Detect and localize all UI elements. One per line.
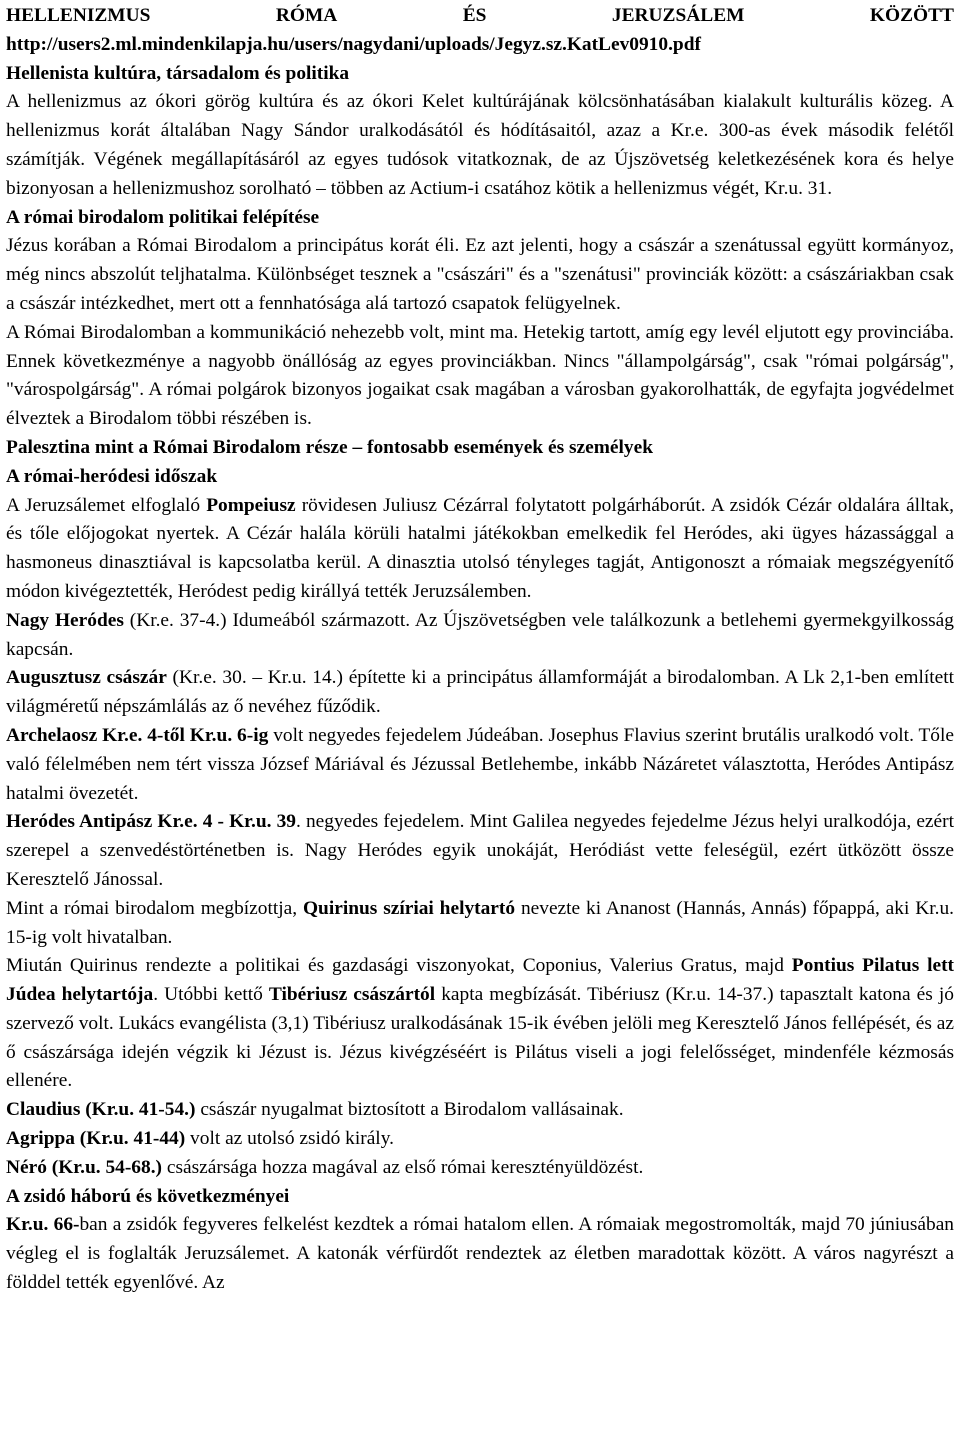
bold-text-run: Heródes Antipász Kr.e. 4 - Kr.u. 39: [6, 811, 296, 833]
paragraph: [6, 1211, 954, 1297]
bold-text-run: Nagy Heródes: [6, 609, 124, 631]
section-heading: Palesztina mint a Római Birodalom része – fontosabb események és személyek: [6, 436, 653, 458]
text-run: (Kr.e. 37-4.) Idumeából származott. Az Újszövetségben vele találkozunk a betlehemi gyermekgyilkosság kapcsán.: [6, 609, 954, 660]
paragraph: [6, 722, 954, 808]
bold-text-run: Pontius Pilatus lett Júdea helytartója: [6, 955, 954, 1006]
text-run: Miután Quirinus rendezte a politikai és gazdasági viszonyokat, Coponius, Valerius Gratus, majd: [6, 955, 792, 977]
title-word: ÉS: [462, 5, 487, 26]
section-heading: A római birodalom politikai felépítése: [6, 206, 320, 228]
text-run: . negyedes fejedelem. Mint Galilea negyedes fejedelme Jézus helyi uralkodója, ezért szerepel a szenvedéstörténetben is. Nagy Heródes egyik unokáját, Heródiást vette feleségül, ezért ütközött össze Keresztelő Jánossal.: [6, 811, 954, 890]
title-word: RÓMA: [275, 5, 338, 26]
bold-text-run: Archelaosz Kr.e. 4-től Kr.u. 6-ig: [6, 724, 269, 746]
text-run: kapta megbízását. Tibériusz (Kr.u. 14-37.) tapasztalt katona és jó szervező volt. Lukács evangélista (3,1) Tibériusz uralkodásának 15-ik évében jelöli meg Keresztelő János fellépését, és az ő császársága idején végzik ki Jézust is. Jézus kivégzéséért is Pilátus viseli a jogi felelősséget, mindenféle kézmosás ellenére.: [6, 984, 954, 1092]
bold-text-run: Néró (Kr.u. 54-68.): [6, 1156, 162, 1178]
text-run: nevezte ki Ananost (Hannás, Annás) főpappá, aki Kr.u. 15-ig volt hivatalban.: [6, 897, 955, 948]
bold-text-run: Tibériusz császártól: [268, 984, 436, 1006]
text-run: A Római Birodalomban a kommunikáció nehezebb volt, mint ma. Hetekig tartott, amíg egy levél eljutott egy provinciába. Ennek következménye a nagyobb önállóság az egyes provinciákban. Nincs "állampolgárság", csak "római polgárság", "várospolgárság". A római polgárok bizonyos jogaikat csak magában a városban gyakorolhatták, de egyfajta jogvédelmet élveztek a Birodalom többi részében is.: [6, 321, 954, 430]
paragraph: [6, 808, 954, 894]
text-run: volt az utolsó zsidó király.: [185, 1128, 394, 1150]
text-run: . Utóbbi kettő: [153, 984, 269, 1006]
title-word: HELLENIZMUS: [6, 5, 151, 26]
title-word: JERUZSÁLEM: [611, 5, 745, 26]
bold-text-run: Quirinus szíriai helytartó: [302, 897, 516, 919]
title-word: KÖZÖTT: [869, 5, 954, 26]
text-run: császár nyugalmat biztosított a Birodalom vallásainak.: [195, 1099, 624, 1121]
paragraph: [6, 1154, 954, 1183]
paragraph: [6, 319, 954, 434]
paragraph: [6, 88, 954, 203]
paragraph: [6, 232, 954, 318]
bold-text-run: Agrippa (Kr.u. 41-44): [6, 1128, 186, 1150]
bold-text-run: Augusztusz császár: [6, 667, 167, 689]
paragraph: [6, 1125, 954, 1154]
text-run: Mint a római birodalom megbízottja,: [6, 897, 303, 919]
text-run: (Kr.e. 30. – Kr.u. 14.) építette ki a principátus államformáját a birodalomban. A Lk 2,1-ben említett világméretű népszámlálás az ő nevéhez fűződik.: [6, 667, 954, 718]
text-run: A hellenizmus az ókori görög kultúra és az ókori Kelet kultúrájának kölcsönhatásában kialakult kulturális közeg. A hellenizmus korát általában Nagy Sándor uralkodásától és hódításaitól, azaz a Kr.e. 300-as évek második felétől számítják. Végének megállapításáról az egyes tudósok vitatkoznak, de az Újszövetség keletkezésének kora és helye bizonyosan a hellenizmushoz sorolható – többen az Actium-i csatához kötik a hellenizmus végét, Kr.u. 31.: [6, 91, 954, 199]
text-run: ban a zsidók fegyveres felkelést kezdtek a római hatalom ellen. A rómaiak megostromolták, majd 70 júniusában végleg el is foglalták Jeruzsálemet. A katonák vérfürdőt rendeztek az életben maradottak között. A város nagyrészt a földdel tették egyenlővé. Az: [6, 1214, 954, 1294]
bold-text-run: Kr.u. 66-: [6, 1214, 80, 1236]
bold-text-run: Claudius (Kr.u. 41-54.): [6, 1099, 196, 1121]
document-title: [6, 2, 954, 31]
paragraph: [6, 895, 954, 953]
paragraph: [6, 607, 954, 665]
section-heading: A római-heródesi időszak: [6, 465, 218, 487]
source-url: http://users2.ml.mindenkilapja.hu/users/nagydani/uploads/Jegyz.sz.KatLev0910.pdf: [6, 33, 701, 55]
text-run: császársága hozza magával az első római keresztényüldözést.: [162, 1156, 644, 1178]
paragraph: [6, 1096, 954, 1125]
text-run: A Jeruzsálemet elfoglaló: [6, 494, 207, 516]
text-run: Jézus korában a Római Birodalom a principátus korát éli. Ez azt jelenti, hogy a császár a szenátussal együtt kormányoz, még nincs abszolút teljhatalma. Különbséget tesznek a "császári" és a "szenátusi" provinciák között: a császáriakban csak a császár intézkedhet, mert ott a fennhatósága alá tartozó csapatok felügyelnek.: [6, 235, 954, 314]
section-heading: Hellenista kultúra, társadalom és politika: [6, 62, 350, 84]
text-run: volt negyedes fejedelem Júdeában. Josephus Flavius szerint brutális uralkodó volt. Tőle való félelmében nem tért vissza József Máriával és Jézussal Betlehembe, inkább Názáretet választotta, Heródes Antipász hatalmi övezetét.: [6, 724, 954, 804]
paragraph: [6, 664, 954, 722]
paragraph: [6, 492, 954, 607]
document-body: [6, 60, 954, 1298]
text-run: rövidesen Juliusz Cézárral folytatott polgárháborút. A zsidók Cézár oldalára álltak, és tőle előjogokat nyertek. A Cézár halála körüli hatalmi játékokban emelkedik fel Heródes, aki ügyes házassággal a hasmoneus dinasztiával is kapcsolatba kerül. A dinasztia utolsó tényleges tagját, Antigonoszt a rómaiak megszégyenítő módon kivégeztették, Heródest pedig királlyá tették Jeruzsálemben.: [6, 494, 954, 602]
bold-text-run: Pompeiusz: [206, 494, 296, 516]
section-heading: A zsidó háború és következményei: [6, 1185, 290, 1207]
paragraph: [6, 952, 954, 1096]
